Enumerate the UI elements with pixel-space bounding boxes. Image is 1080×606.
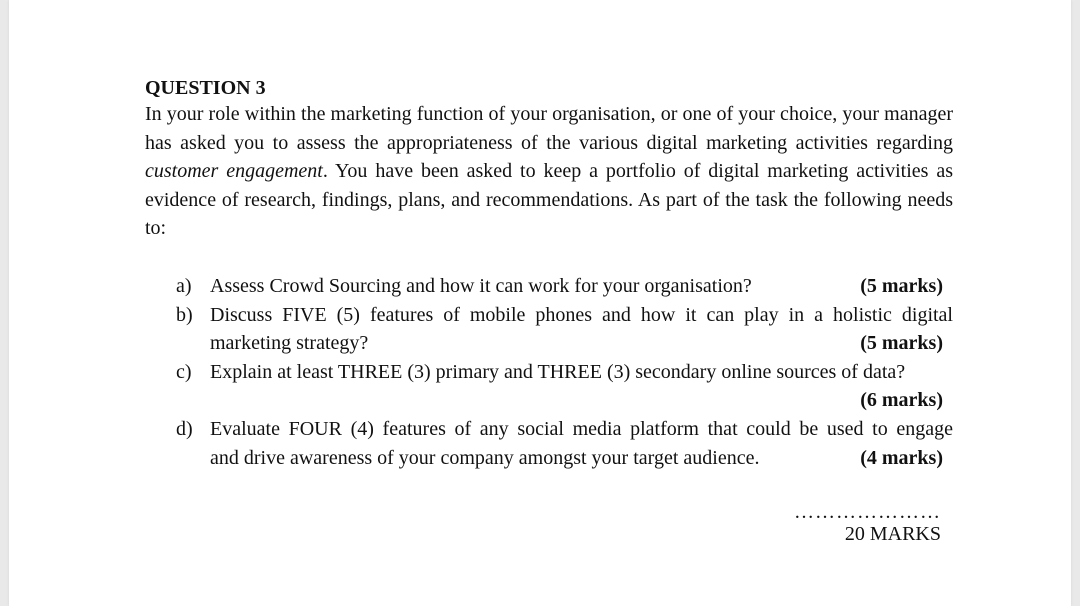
question-item-d <box>145 415 953 472</box>
item-row <box>210 329 953 358</box>
question-items-list <box>145 272 953 472</box>
total-marks-block <box>145 501 941 548</box>
item-marks: (5 marks) <box>860 274 943 297</box>
intro-text-part2: . You have been asked to keep a portfolio of digital marketing activities as evidence of research, findings, plans, and recommendations. As part of the task the following needs to: <box>145 160 953 240</box>
item-row <box>210 444 953 473</box>
item-marks: (6 marks) <box>860 389 943 412</box>
item-text-line1: Explain at least THREE (3) primary and THREE (3) secondary online sources of data? <box>210 360 906 383</box>
item-letter: d) <box>176 417 193 440</box>
item-letter: c) <box>176 360 192 383</box>
item-text-line1: Evaluate FOUR (4) features of any social media platform that could be used to engage <box>210 417 953 440</box>
item-marks: (5 marks) <box>860 332 943 355</box>
item-text-line2: marketing strategy? <box>210 332 369 355</box>
item-letter: a) <box>176 274 192 297</box>
item-letter: b) <box>176 303 193 326</box>
question-block <box>145 76 953 545</box>
question-intro <box>145 100 953 243</box>
question-item-c <box>145 358 953 415</box>
document-page <box>9 0 1071 606</box>
intro-emphasis: customer engagement <box>145 160 323 183</box>
item-text: Assess Crowd Sourcing and how it can work for your organisation? <box>210 274 752 297</box>
item-row <box>210 272 953 301</box>
intro-text-part1: In your role within the marketing function of your organisation, or one of your choice, your manager has asked you to assess the appropriateness of the various digital marketing activities regarding <box>145 103 953 154</box>
question-item-b <box>145 301 953 358</box>
item-text-line1: Discuss FIVE (5) features of mobile phones and how it can play in a holistic digital <box>210 303 953 326</box>
item-text-line2: and drive awareness of your company amongst your target audience. <box>210 446 760 469</box>
signature-dots: ………………… <box>794 501 941 523</box>
item-marks: (4 marks) <box>860 446 943 469</box>
question-item-a <box>145 272 953 301</box>
total-marks-label: 20 MARKS <box>844 523 941 545</box>
question-title: QUESTION 3 <box>145 77 266 99</box>
